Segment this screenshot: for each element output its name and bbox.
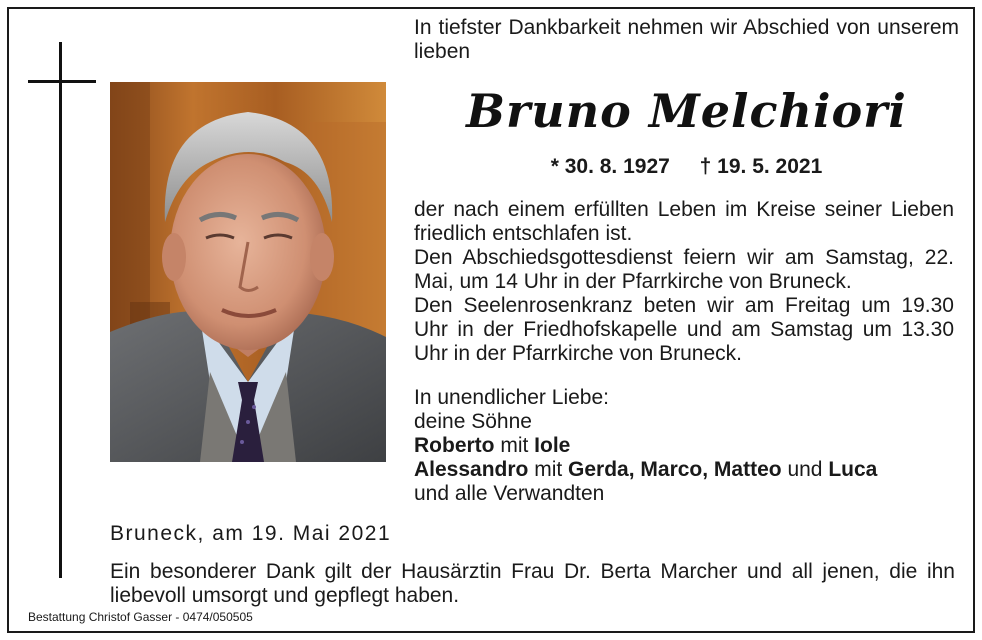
family-line-1 — [414, 434, 959, 458]
family-member: Luca — [828, 458, 878, 481]
body-paragraph: der nach einem erfüllten Leben im Kreise seiner Lieben friedlich entschlafen ist. — [414, 198, 954, 245]
death-date: † 19. 5. 2021 — [699, 155, 823, 178]
relatives-line: und alle Verwandten — [414, 482, 605, 505]
family-member: Iole — [534, 434, 571, 457]
family-member: Alessandro — [414, 458, 529, 481]
deceased-name: Bruno Melchiori — [466, 84, 907, 138]
family-heading: In unendlicher Liebe: — [414, 386, 609, 409]
family-line-2 — [414, 458, 959, 482]
intro-text: In tiefster Dankbarkeit nehmen wir Abschied von unserem lieben — [414, 16, 959, 63]
family-signature — [414, 386, 959, 506]
body-paragraph: Den Abschiedsgottesdienst feiern wir am Samstag, 22. Mai, um 14 Uhr in der Pfarrkirche von Bruneck. — [414, 246, 954, 293]
family-members: Gerda, Marco, Matteo — [568, 458, 782, 481]
funeral-home-footer: Bestattung Christof Gasser - 0474/050505 — [28, 610, 253, 624]
family-member: Roberto — [414, 434, 495, 457]
cross-vertical-bar — [59, 42, 62, 578]
body-paragraph: Den Seelenrosenkranz beten wir am Freitag um 19.30 Uhr in der Friedhofskapelle und am Samstag um 13.30 Uhr in der Pfarrkirche von Bruneck. — [414, 294, 954, 365]
sons-label: deine Söhne — [414, 410, 532, 433]
place-and-date: Bruneck, am 19. Mai 2021 — [110, 522, 392, 545]
announcement-body — [414, 198, 954, 366]
cross-horizontal-bar — [28, 80, 96, 83]
family-conjunction: mit — [494, 434, 535, 457]
thanks-text: Ein besonderer Dank gilt der Hausärztin Frau Dr. Berta Marcher und all jenen, die ihn liebevoll umsorgt und gepflegt haben. — [110, 560, 955, 607]
life-dates — [414, 155, 959, 179]
portrait-photo — [110, 82, 386, 462]
birth-date: * 30. 8. 1927 — [550, 155, 670, 178]
family-conjunction: mit — [528, 458, 569, 481]
family-conjunction: und — [781, 458, 829, 481]
